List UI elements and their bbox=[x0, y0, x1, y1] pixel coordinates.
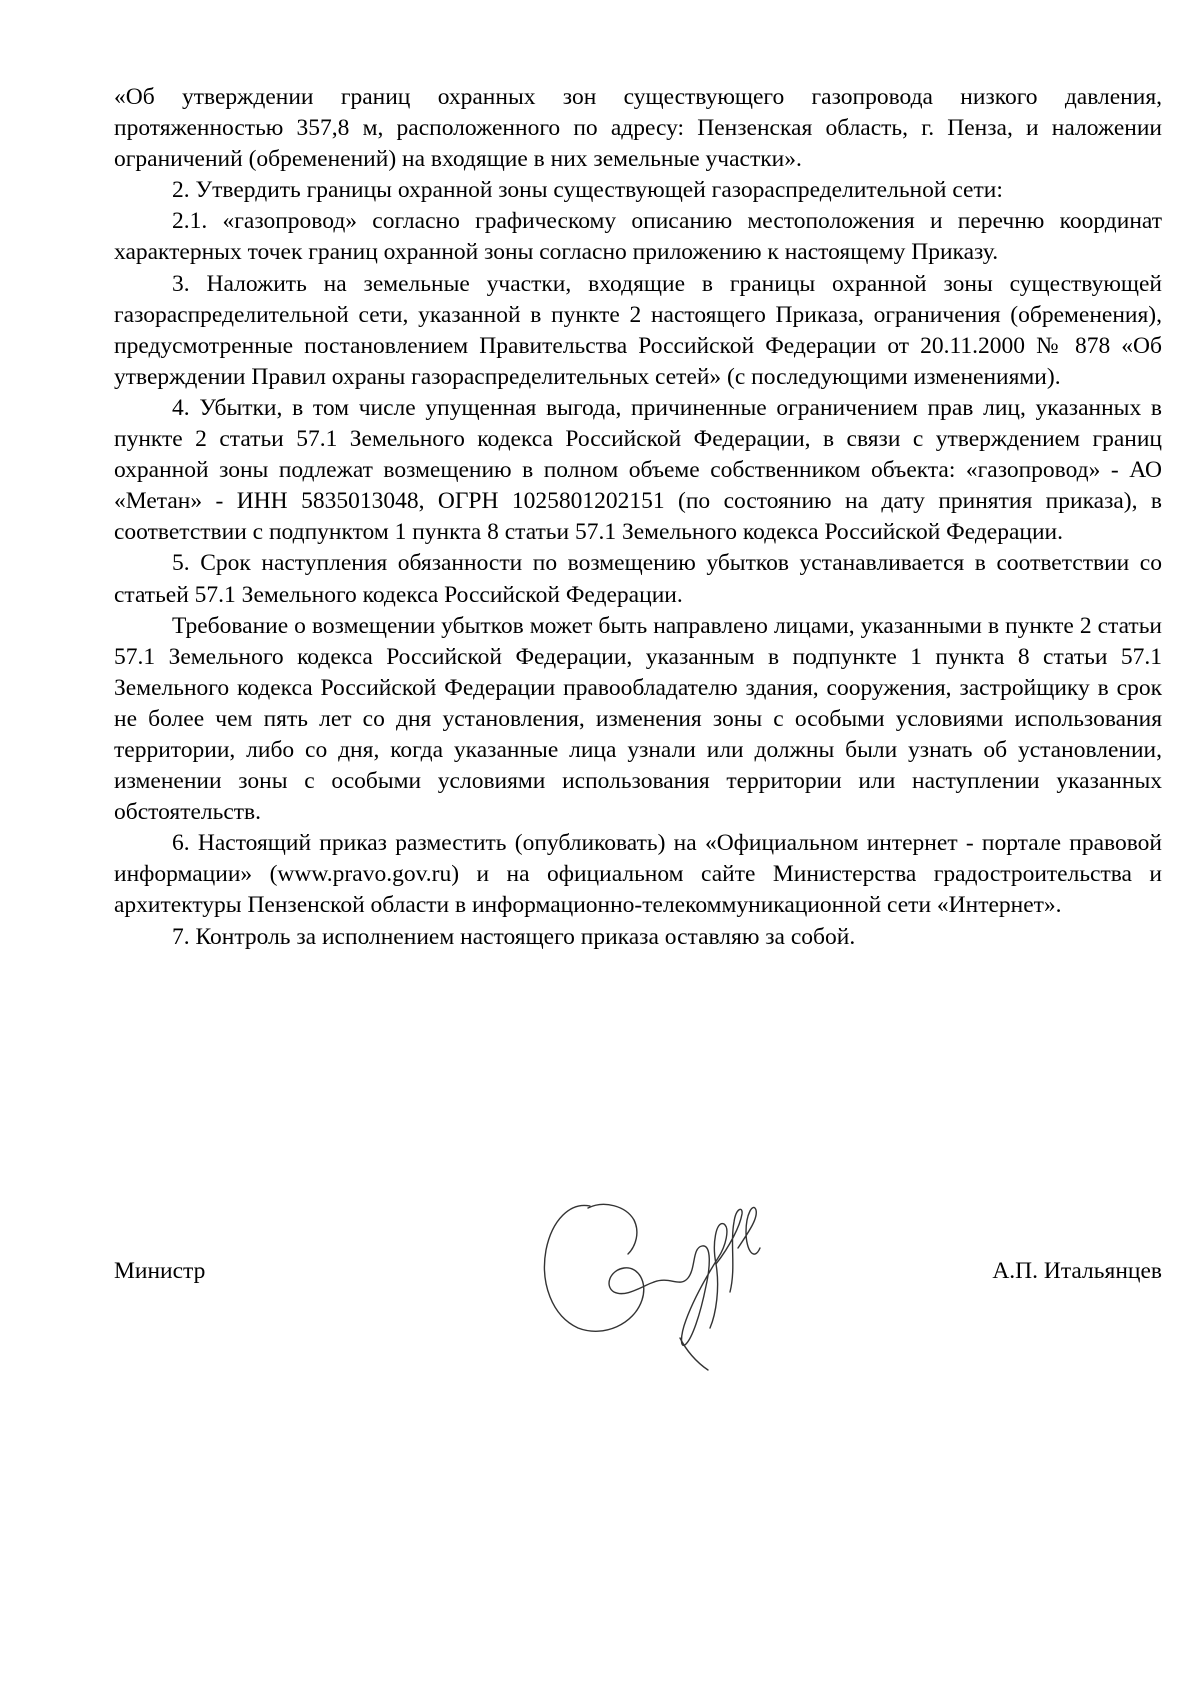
paragraph-order-title-continuation: «Об утверждении границ охранных зон существующего газопровода низкого давления, протяженностью 357,8 м, расположенного по адресу: Пензенская область, г. Пенза, и наложении ограничений (обременений) на входящие в них земельные участки». bbox=[114, 84, 1162, 173]
paragraph-item-2: 2. Утвердить границы охранной зоны существующей газораспределительной сети: bbox=[172, 177, 1003, 204]
signatory-name: А.П. Итальянцев bbox=[992, 1258, 1162, 1284]
paragraph-compensation-claim: Требование о возмещении убытков может быть направлено лицами, указанными в пункте 2 статьи 57.1 Земельного кодекса Российской Федерации, указанным в подпункте 1 пункта 8 статьи 57.1 Земельного кодекса Российской Федерации правообладателю здания, сооружения, застройщику в срок не более чем пять лет со дня установления, изменения зоны с особыми условиями использования территории, либо со дня, когда указанные лица узнали или должны были узнать об установлении, изменении зоны с особыми условиями использования территории или наступлении указанных обстоятельств. bbox=[114, 612, 1162, 826]
paragraph-item-4: 4. Убытки, в том числе упущенная выгода, причиненные ограничением прав лиц, указанных в пункте 2 статьи 57.1 Земельного кодекса Российской Федерации, в связи с утверждением границ охранной зоны подлежат возмещению в полном объеме собственником объекта: «газопровод» - АО «Метан» - ИНН 5835013048, ОГРН 1025801202151 (по состоянию на дату принятия приказа), в соответствии с подпунктом 1 пункта 8 статьи 57.1 Земельного кодекса Российской Федерации. bbox=[114, 394, 1162, 546]
document-body bbox=[114, 82, 1162, 953]
paragraph-item-6: 6. Настоящий приказ разместить (опубликовать) на «Официальном интернет - портале правовой информации» (www.pravo.gov.ru) и на официальном сайте Министерства градостроительства и архитектуры Пензенской области в информационно-телекоммуникационной сети «Интернет». bbox=[114, 830, 1162, 919]
paragraph-item-3: 3. Наложить на земельные участки, входящие в границы охранной зоны существующей газораспределительной сети, указанной в пункте 2 настоящего Приказа, ограничения (обременения), предусмотренные постановлением Правительства Российской Федерации от 20.11.2000 № 878 «Об утверждении Правил охраны газораспределительных сетей» (с последующими изменениями). bbox=[114, 270, 1162, 390]
paragraph-item-2-1: 2.1. «газопровод» согласно графическому описанию местоположения и перечню координат характерных точек границ охранной зоны согласно приложению к настоящему Приказу. bbox=[114, 208, 1162, 266]
handwritten-signature bbox=[530, 1188, 800, 1373]
paragraph-item-5: 5. Срок наступления обязанности по возмещению убытков устанавливается в соответствии со статьей 57.1 Земельного кодекса Российской Федерации. bbox=[114, 550, 1162, 608]
signatory-title: Министр bbox=[114, 1258, 206, 1284]
paragraph-item-7: 7. Контроль за исполнением настоящего приказа оставляю за собой. bbox=[172, 923, 856, 950]
